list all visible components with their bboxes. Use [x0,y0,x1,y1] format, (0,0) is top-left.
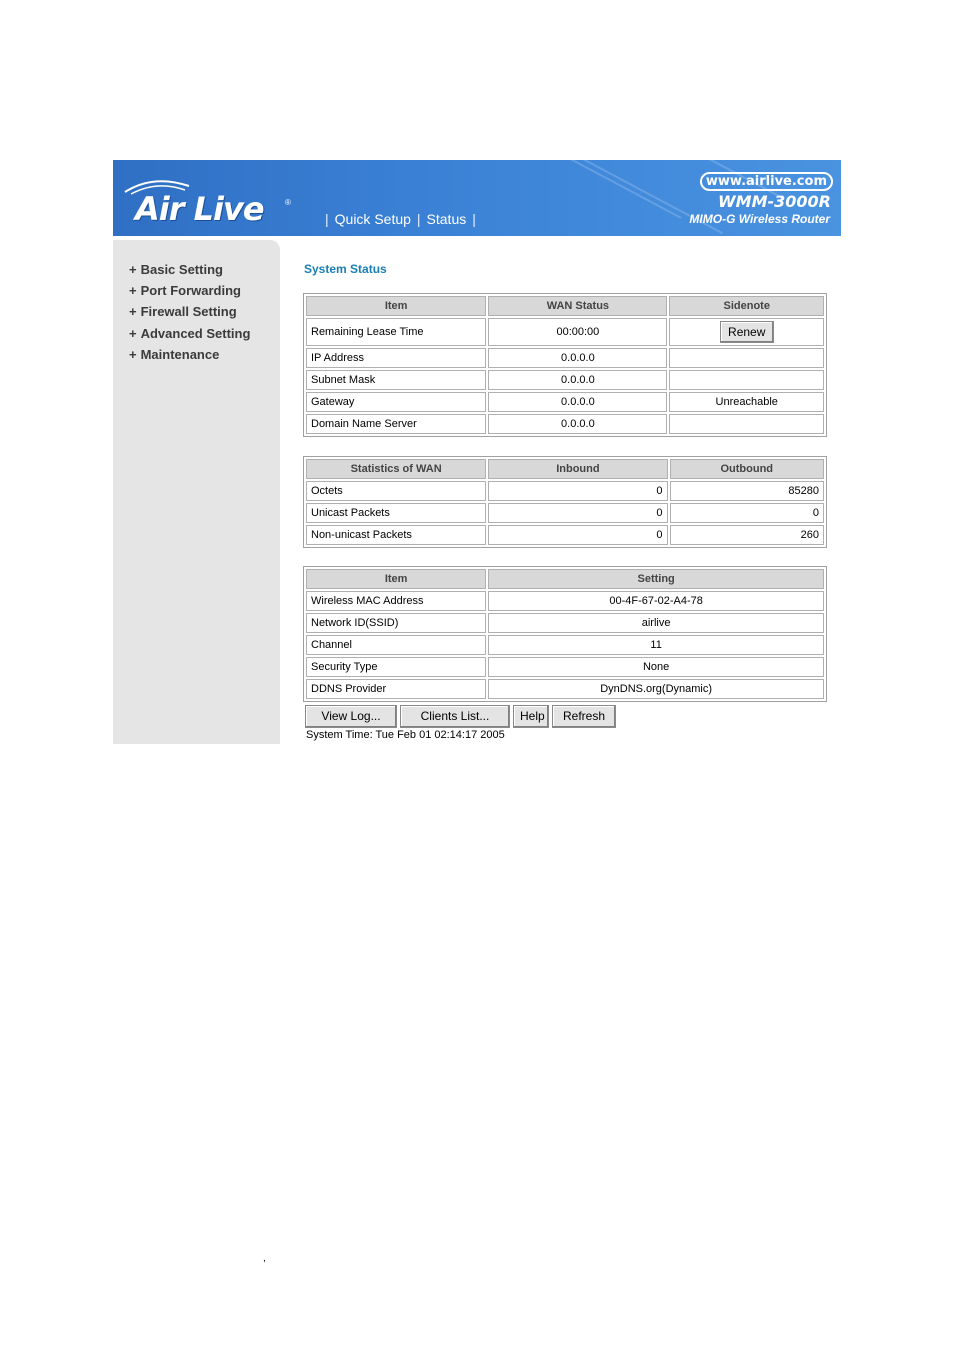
sidebar-item-basic-setting[interactable] [129,262,223,277]
row-label: Non-unicast Packets [306,525,486,545]
column-header: Outbound [670,459,824,479]
sidebar-item-label: Advanced Setting [140,326,251,341]
inbound-value: 0 [488,525,667,545]
sidebar-item-label: Firewall Setting [140,304,237,319]
table-row [306,635,824,655]
outbound-value: 85280 [670,481,824,501]
refresh-button[interactable]: Refresh [552,705,616,728]
logo-registered-mark: ® [285,198,291,207]
action-bar [305,705,616,728]
row-value: 00-4F-67-02-A4-78 [488,591,824,611]
view-log-button[interactable]: View Log... [305,705,397,728]
nav-status[interactable]: Status [426,211,467,227]
sidebar-item-label: Basic Setting [140,262,223,277]
row-value: 0.0.0.0 [488,370,667,390]
row-label: Network ID(SSID) [306,613,486,633]
row-value: airlive [488,613,824,633]
table-header-row [306,296,824,316]
row-label: Domain Name Server [306,414,486,434]
table-header-row [306,569,824,589]
outbound-value: 260 [670,525,824,545]
row-label: Security Type [306,657,486,677]
banner-decoration [504,160,682,219]
wan-status-table [303,293,827,437]
column-header: Sidenote [669,296,824,316]
plus-icon: + [129,283,137,298]
nav-quick-setup[interactable]: Quick Setup [334,211,411,227]
row-value: 0.0.0.0 [488,348,667,368]
row-note: Unreachable [669,392,824,412]
clients-list-button[interactable]: Clients List... [400,705,510,728]
inbound-value: 0 [488,503,667,523]
row-label: Remaining Lease Time [306,318,486,346]
row-label: Unicast Packets [306,503,486,523]
nav-separator: | [325,211,329,227]
column-header: Statistics of WAN [306,459,486,479]
table-row [306,525,824,545]
table-row [306,370,824,390]
column-header: Item [306,296,486,316]
sidebar-item-port-forwarding[interactable] [129,283,241,298]
wan-statistics-table [303,456,827,548]
column-header: Item [306,569,486,589]
table-row [306,348,824,368]
table-row [306,481,824,501]
column-header: WAN Status [488,296,667,316]
plus-icon: + [129,347,137,362]
row-label: DDNS Provider [306,679,486,699]
product-tagline: MIMO-G Wireless Router [689,212,830,226]
plus-icon: + [129,326,137,341]
row-label: Octets [306,481,486,501]
row-value: 11 [488,635,824,655]
row-value: 0.0.0.0 [488,414,667,434]
column-header: Setting [488,569,824,589]
header-banner [113,160,841,236]
website-badge: www.airlive.com [700,172,833,191]
plus-icon: + [129,262,137,277]
system-time: System Time: Tue Feb 01 02:14:17 2005 [306,729,505,741]
table-row [306,657,824,677]
sidebar-item-label: Port Forwarding [140,283,241,298]
row-label: Wireless MAC Address [306,591,486,611]
wireless-settings-table [303,566,827,702]
row-label: IP Address [306,348,486,368]
help-button[interactable]: Help [513,705,549,728]
plus-icon: + [129,304,137,319]
table-row [306,503,824,523]
column-header: Inbound [488,459,667,479]
outbound-value: 0 [670,503,824,523]
model-name: WMM-3000R [718,192,831,211]
sidebar-item-advanced-setting[interactable] [129,326,250,341]
row-label: Gateway [306,392,486,412]
row-label: Channel [306,635,486,655]
row-note [669,414,824,434]
table-row [306,591,824,611]
page-mark: , [263,1253,266,1264]
row-note [669,348,824,368]
table-row [306,414,824,434]
row-note [669,370,824,390]
inbound-value: 0 [488,481,667,501]
table-row [306,679,824,699]
row-value: 0.0.0.0 [488,392,667,412]
renew-button[interactable]: Renew [720,321,774,343]
sidebar-item-label: Maintenance [140,347,220,362]
row-value: 00:00:00 [488,318,667,346]
table-header-row [306,459,824,479]
sidebar [113,240,280,744]
row-value: DynDNS.org(Dynamic) [488,679,824,699]
sidebar-item-maintenance[interactable] [129,347,219,362]
top-nav [319,211,482,227]
nav-separator: | [416,211,421,227]
row-label: Subnet Mask [306,370,486,390]
row-value: None [488,657,824,677]
page-title: System Status [304,262,387,276]
table-row [306,392,824,412]
sidebar-item-firewall-setting[interactable] [129,304,237,319]
nav-separator: | [472,211,476,227]
table-row [306,318,824,346]
airlive-logo: Air Live [135,190,264,228]
row-note [669,318,824,346]
table-row [306,613,824,633]
